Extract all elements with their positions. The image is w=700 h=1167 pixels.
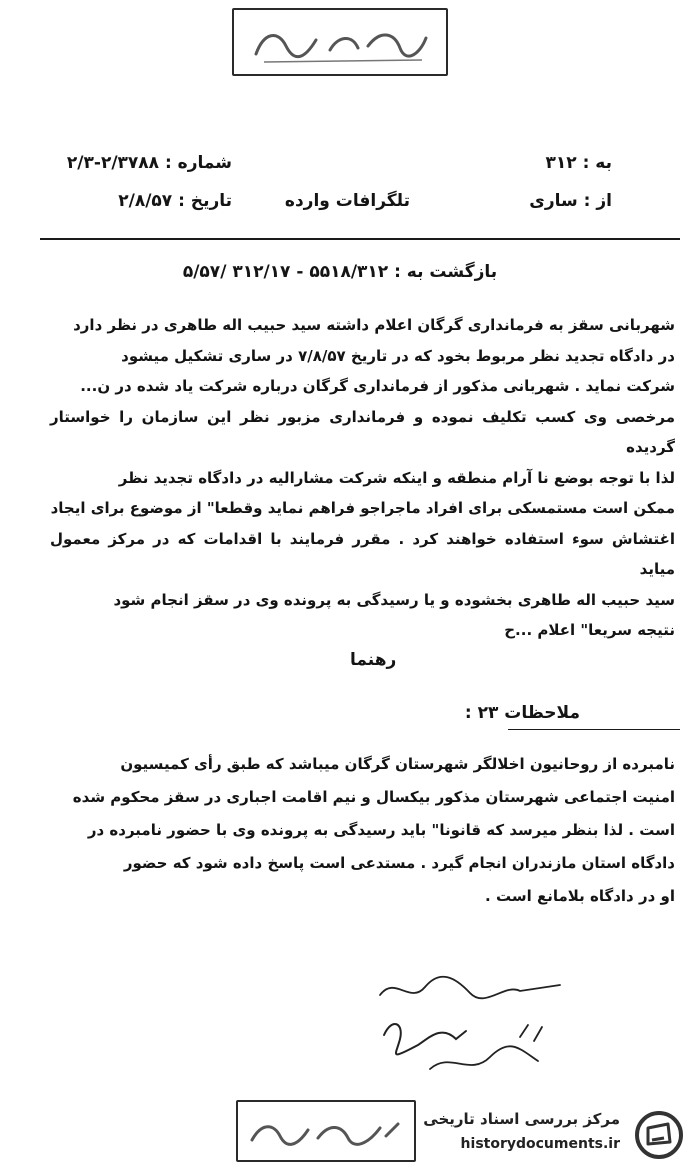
header-divider (40, 238, 680, 240)
body-line: ممکن است مستمسکی برای افراد ماجراجو فراهم نماید وقطعا" از موضوع برای ایجاد (50, 499, 675, 517)
handwritten-signature (370, 965, 570, 1085)
body-line: سید حبیب اله طاهری بخشوده و یا رسیدگی به پرونده وی در سقز انجام شود (113, 590, 675, 609)
top-stamp (232, 8, 448, 76)
to-value: ۳۱۲ (545, 153, 577, 173)
number-label: شماره : (164, 153, 232, 173)
watermark-url: historydocuments.ir (460, 1136, 620, 1152)
number-value: ۲/۳۷۸۸-۲/۳ (66, 153, 160, 173)
reference-line: بازگشت به : ۵۵۱۸/۳۱۲ - ۳۱۲/۱۷ /۵/۵۷ (182, 262, 498, 282)
archive-logo-icon (634, 1110, 684, 1160)
stamp-scribble-icon (234, 10, 446, 74)
date-value: ۲/۸/۵۷ (118, 191, 173, 211)
notes-body (50, 748, 675, 913)
watermark-title: مرکز بررسی اسناد تاریخی (423, 1110, 620, 1128)
stamp-scribble-icon (238, 1102, 414, 1160)
body-line: شهربانی سقز به فرمانداری گرگان اعلام داشته سید حبیب اله طاهری در نظر دارد (73, 316, 675, 334)
archive-watermark (420, 1108, 692, 1162)
bottom-stamp (236, 1100, 416, 1162)
from-value: ساری (529, 191, 578, 211)
notes-line: امنیت اجتماعی شهرستان مذکور بیکسال و نیم اقامت اجباری در سقز محکوم شده (72, 788, 675, 806)
date-label: تاریخ : (178, 191, 232, 211)
to-label: به : (582, 153, 612, 173)
from-field (529, 191, 612, 211)
number-field (67, 153, 232, 173)
body-line: در دادگاه تجدید نظر مربوط بخود که در تاریخ ۷/۸/۵۷ در ساری تشکیل میشود (121, 346, 675, 365)
body-line: اغتشاش سوء استفاده خواهند کرد . مقرر فرمایند با اقدامات که در مرکز معمول میاید (50, 529, 675, 578)
notes-label: ملاحظات ۲۳ : (464, 703, 580, 723)
body-line: شرکت نماید . شهربانی مذکور از فرمانداری گرگان درباره شرکت یاد شده در ن... (80, 377, 675, 395)
notes-underline (508, 729, 680, 730)
closing-signoff: رهنما (350, 650, 397, 670)
body-line: لذا با توجه بوضع نا آرام منطقه و اینکه شرکت مشارالیه در دادگاه تجدید نظر (118, 468, 675, 487)
notes-line: نامبرده از روحانیون اخلالگر شهرستان گرگان میباشد که طبق رأی کمیسیون (120, 755, 675, 773)
date-field (118, 191, 232, 211)
notes-line: است . لذا بنظر میرسد که قانونا" باید رسیدگی به پرونده وی با حضور نامبرده در (87, 821, 675, 839)
body-line: نتیجه سریعا" اعلام ...ح (504, 621, 675, 639)
from-label: از : (583, 191, 612, 211)
to-field (546, 153, 612, 173)
notes-line: او در دادگاه بلامانع است . (485, 887, 675, 905)
telegram-body (50, 310, 675, 646)
document-subject: تلگرافات وارده (284, 191, 410, 211)
body-line: مرخصی وی کسب تکلیف نموده و فرمانداری مزبور نظر این سازمان را خواستار گردیده (50, 407, 675, 456)
notes-line: دادگاه استان مازندران انجام گیرد . مستدعی است پاسخ داده شود که حضور (123, 854, 675, 872)
